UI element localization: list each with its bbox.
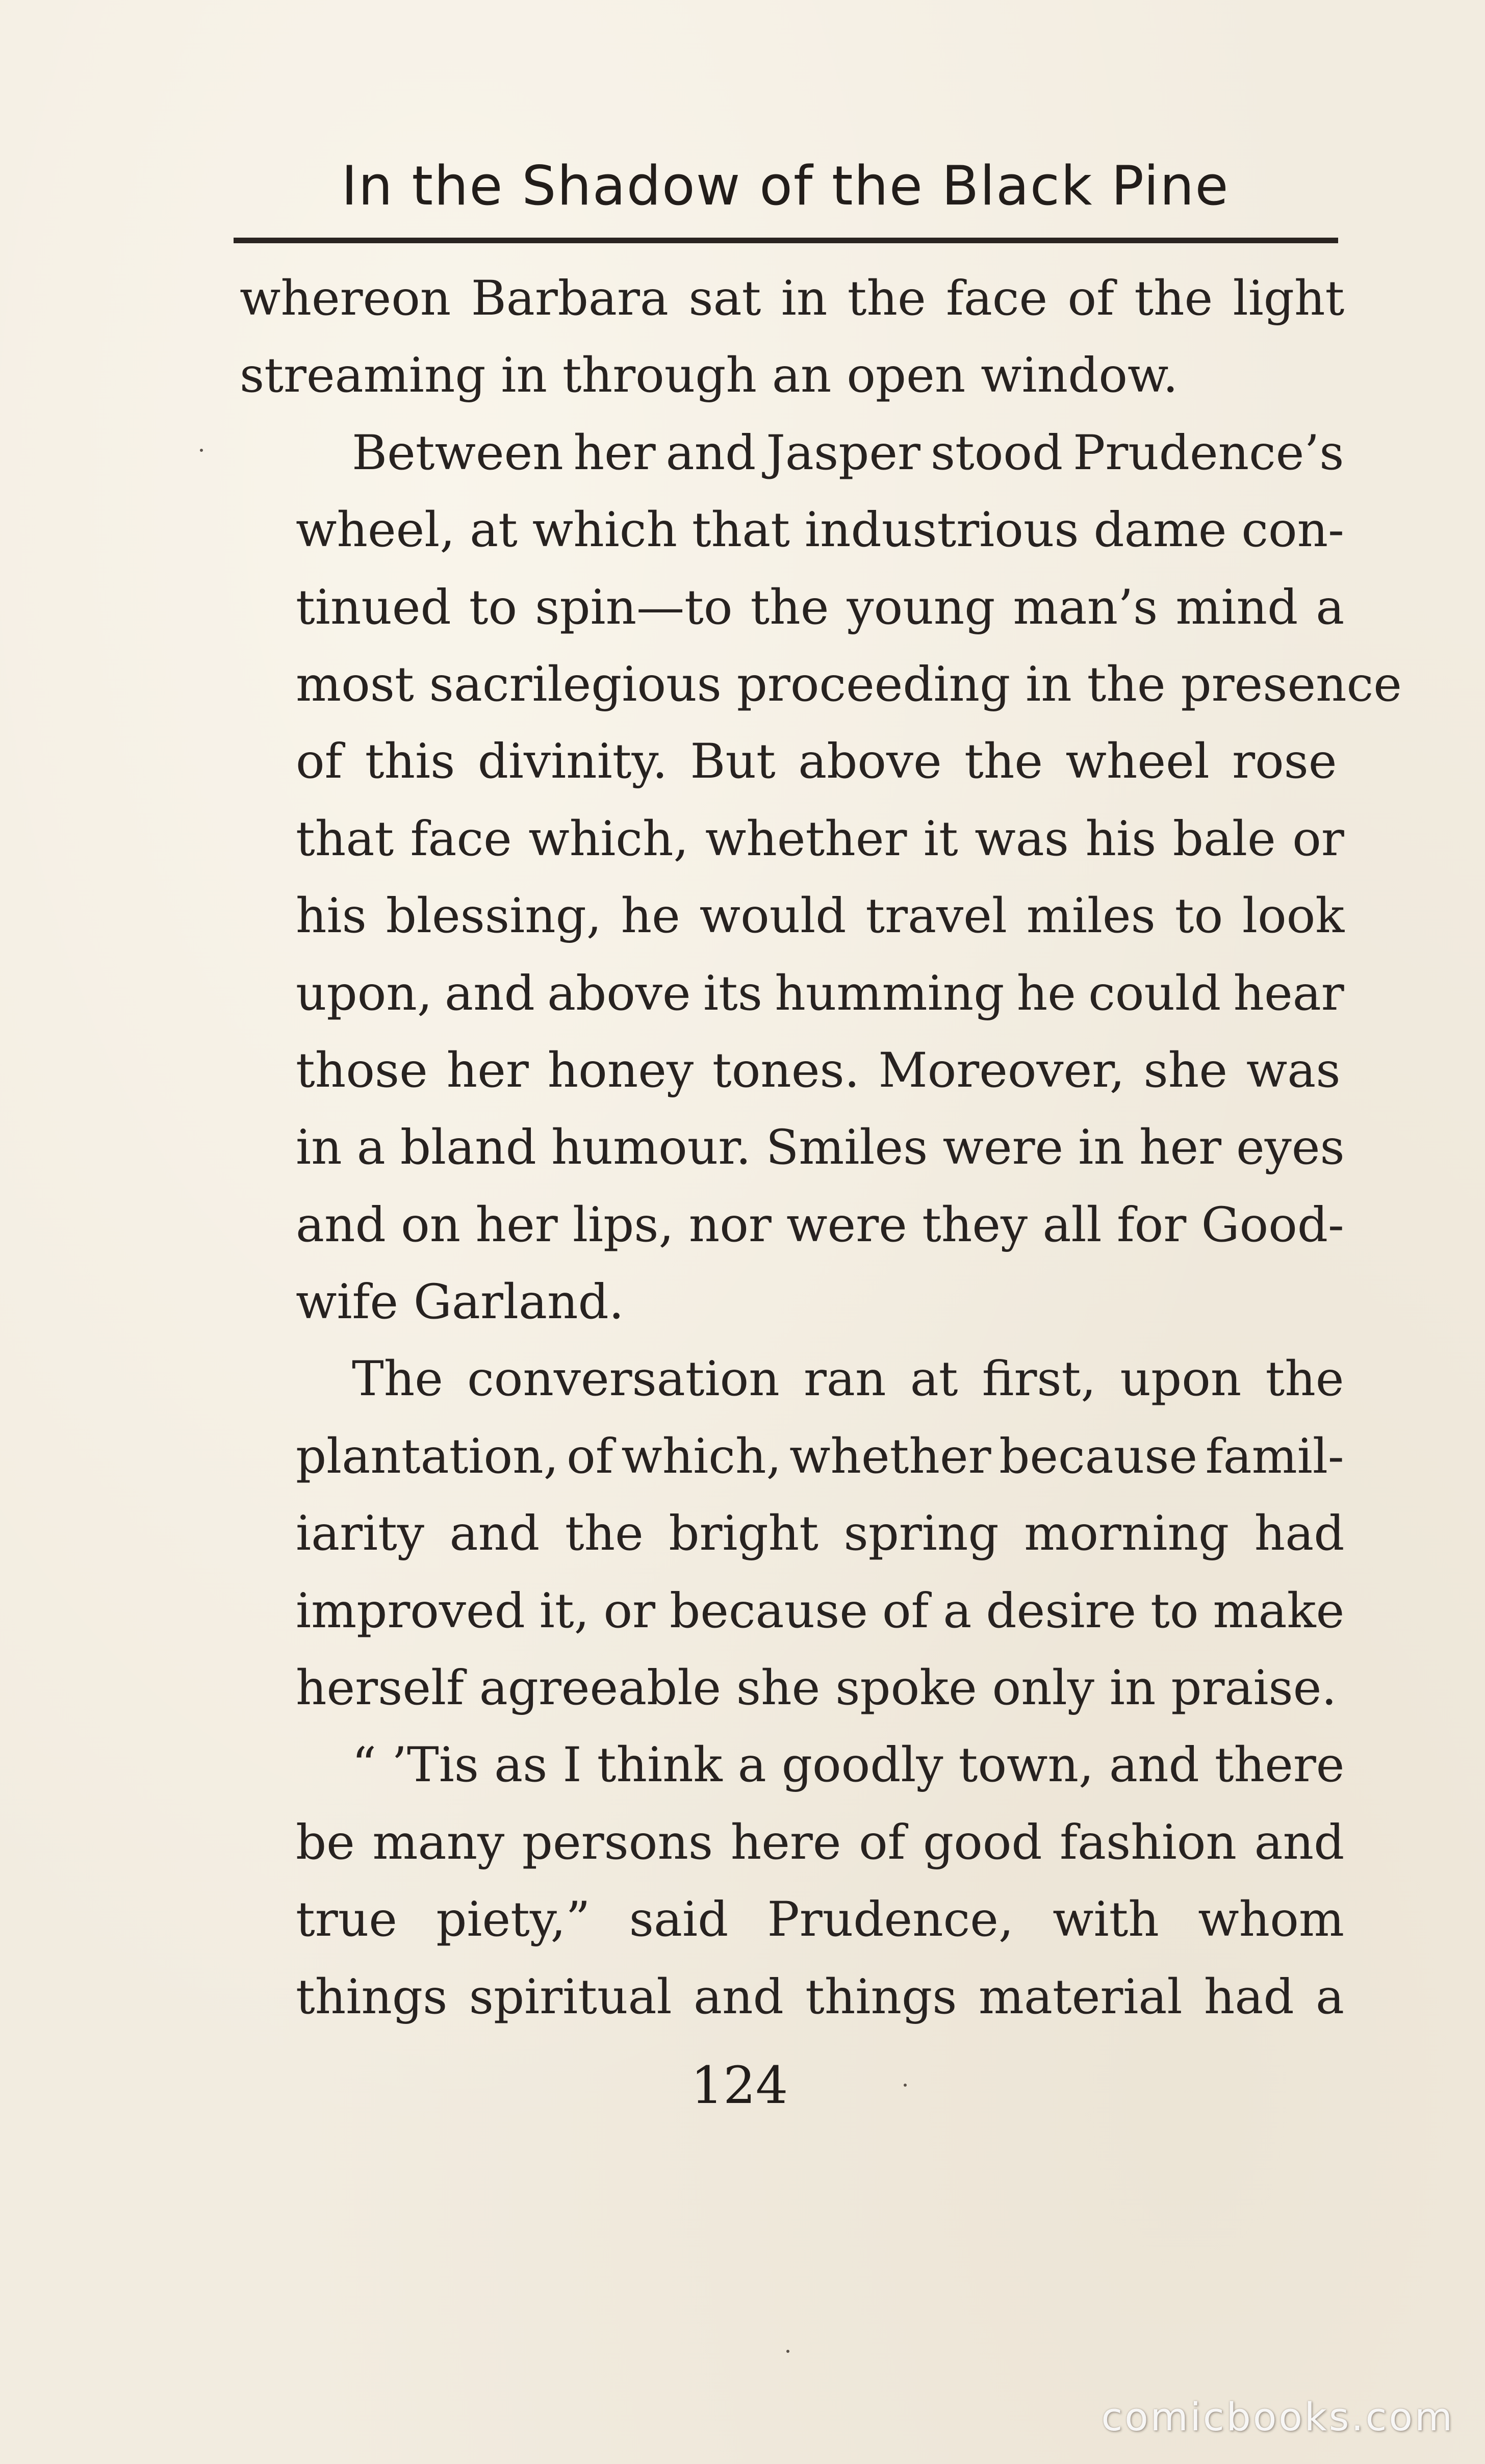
header-rule	[234, 238, 1338, 243]
body-text	[240, 260, 1402, 2036]
ink-speck	[200, 449, 203, 452]
text-line: “ ’Tis as I think a goodly town, and there	[352, 1737, 1345, 1793]
paragraph-3	[240, 1341, 1344, 1727]
paragraph-1	[240, 260, 1344, 415]
text-line: wheel, at which that industrious dame con-	[296, 502, 1344, 558]
text-line: wife Garland.	[296, 1274, 624, 1330]
ink-speck	[786, 2350, 789, 2353]
text-line: in a bland humour. Smiles were in her eyes	[296, 1120, 1345, 1176]
paragraph-2	[240, 415, 1402, 1341]
text-line: be many persons here of good fashion and	[296, 1814, 1345, 1870]
watermark-logo: comicbooks.com	[1101, 2394, 1454, 2440]
text-line: herself agreeable she spoke only in praise.	[296, 1660, 1337, 1716]
text-line: most sacrilegious proceeding in the presence	[296, 656, 1402, 712]
text-line: his blessing, he would travel miles to look	[296, 888, 1345, 944]
text-line: true piety,” said Prudence, with whom	[296, 1892, 1344, 1948]
text-line: of this divinity. But above the wheel rose	[296, 734, 1337, 790]
running-head: In the Shadow of the Black Pine	[341, 155, 1230, 217]
text-line: that face which, whether it was his bale or	[296, 811, 1344, 867]
text-line: streaming in through an open window.	[240, 348, 1179, 404]
text-line: things spiritual and things material had a	[296, 1969, 1345, 2025]
text-line: Between her and Jasper stood Prudence’s	[352, 425, 1344, 481]
text-line: upon, and above its humming he could hear	[296, 965, 1344, 1021]
text-line: and on her lips, nor were they all for Good-	[296, 1197, 1344, 1253]
ink-speck	[904, 2084, 907, 2087]
text-line: iarity and the bright spring morning had	[296, 1506, 1345, 1562]
text-line: The conversation ran at first, upon the	[352, 1351, 1344, 1407]
text-line: tinued to spin—to the young man’s mind a	[296, 579, 1345, 635]
text-line: improved it, or because of a desire to make	[296, 1583, 1345, 1639]
page-number: 124	[690, 2056, 788, 2115]
paragraph-4	[240, 1727, 1344, 2036]
text-line: whereon Barbara sat in the face of the light	[240, 271, 1345, 326]
text-line: plantation, of which, whether because famil-	[296, 1428, 1344, 1484]
text-line: those her honey tones. Moreover, she was	[296, 1042, 1341, 1098]
